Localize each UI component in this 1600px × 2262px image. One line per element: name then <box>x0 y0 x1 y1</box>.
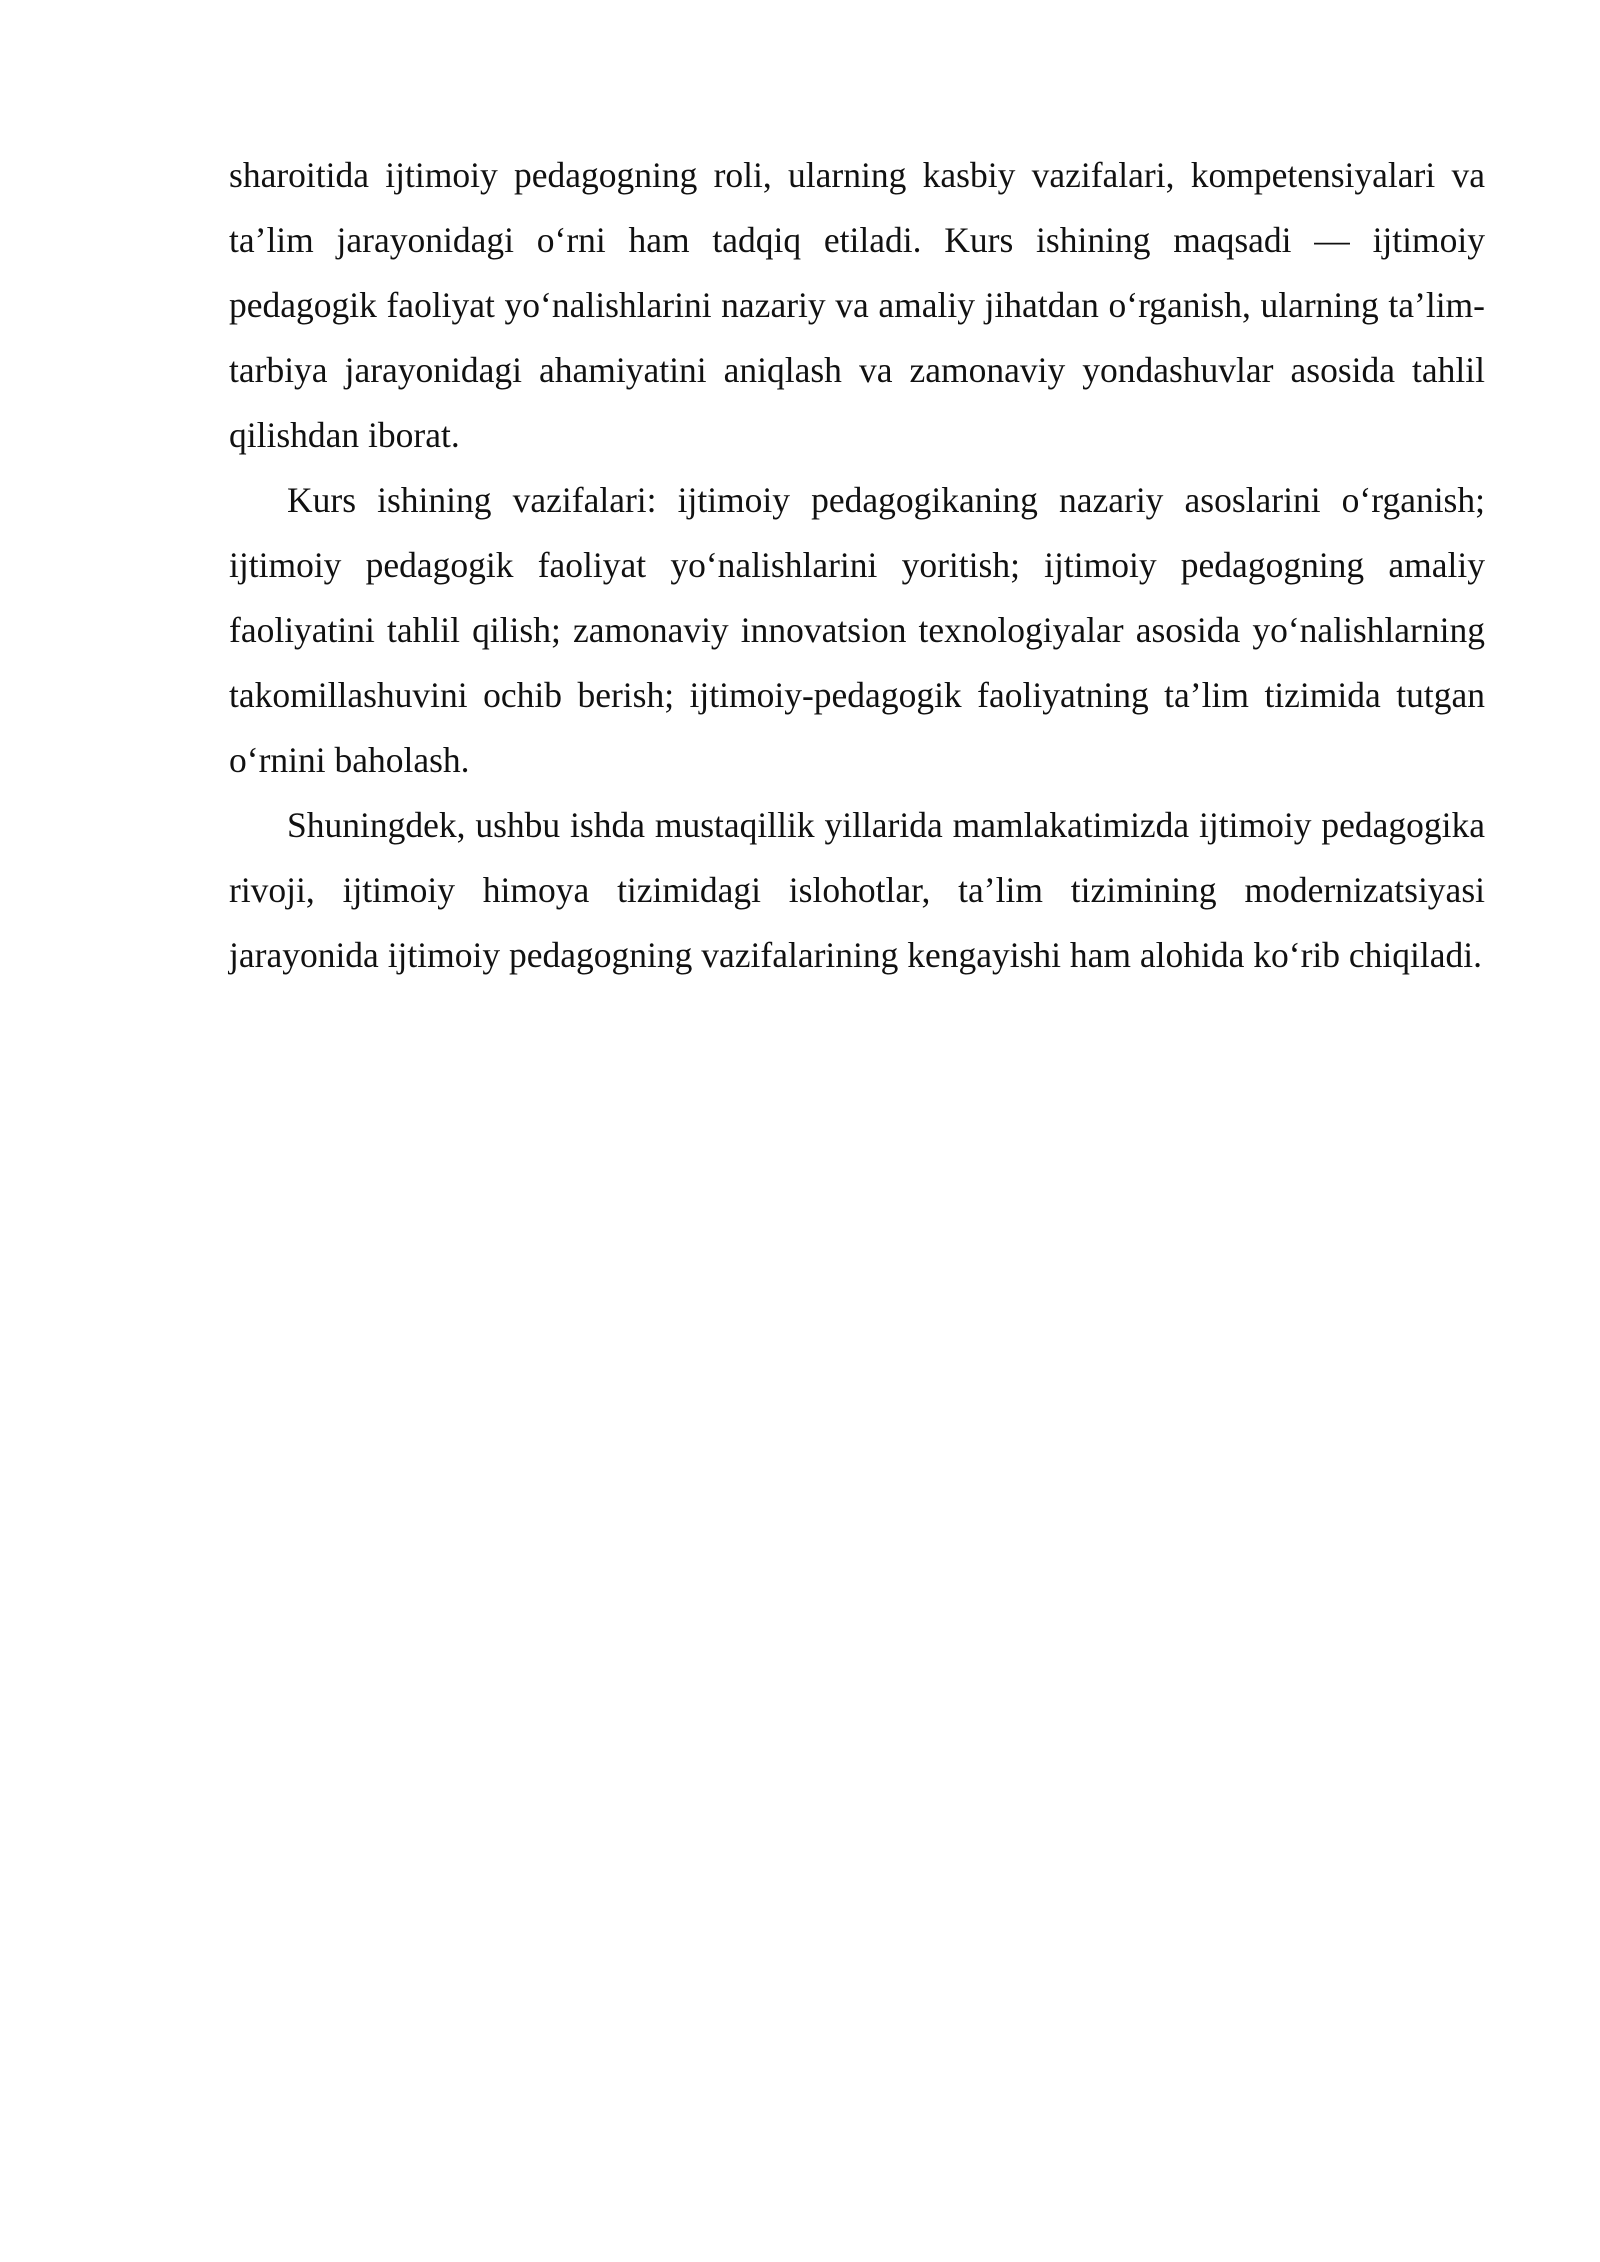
paragraph-continuation: sharoitida ijtimoiy pedagogning roli, ularning kasbiy vazifalari, kompetensiyalari va ta’lim jarayonidagi o‘rni ham tadqiq etiladi. Kurs ishining maqsadi — ijtimoiy pedagogik faoliyat yo‘nalishlarini nazariy va amaliy jihatdan o‘rganish, ularning ta’lim-tarbiya jarayonidagi ahamiyatini aniqlash va zamonaviy yondashuvlar asosida tahlil qilishdan iborat. <box>229 155 1485 455</box>
paragraph-course-tasks: Kurs ishining vazifalari: ijtimoiy pedagogikaning nazariy asoslarini o‘rganish; ijtimoiy pedagogik faoliyat yo‘nalishlarini yoritish; ijtimoiy pedagogning amaliy faoliyatini tahlil qilish; zamonaviy innovatsion texnologiyalar asosida yo‘nalishlarning takomillashuvini ochib berish; ijtimoiy-pedagogik faoliyatning ta’lim tizimida tutgan o‘rnini baholash. <box>229 480 1485 780</box>
body-text <box>229 143 1485 988</box>
paragraph-additional-scope: Shuningdek, ushbu ishda mustaqillik yillarida mamlakatimizda ijtimoiy pedagogika rivoji, ijtimoiy himoya tizimidagi islohotlar, ta’lim tizimining modernizatsiyasi jarayonida ijtimoiy pedagogning vazifalarining kengayishi ham alohida ko‘rib chiqiladi. <box>229 805 1485 975</box>
